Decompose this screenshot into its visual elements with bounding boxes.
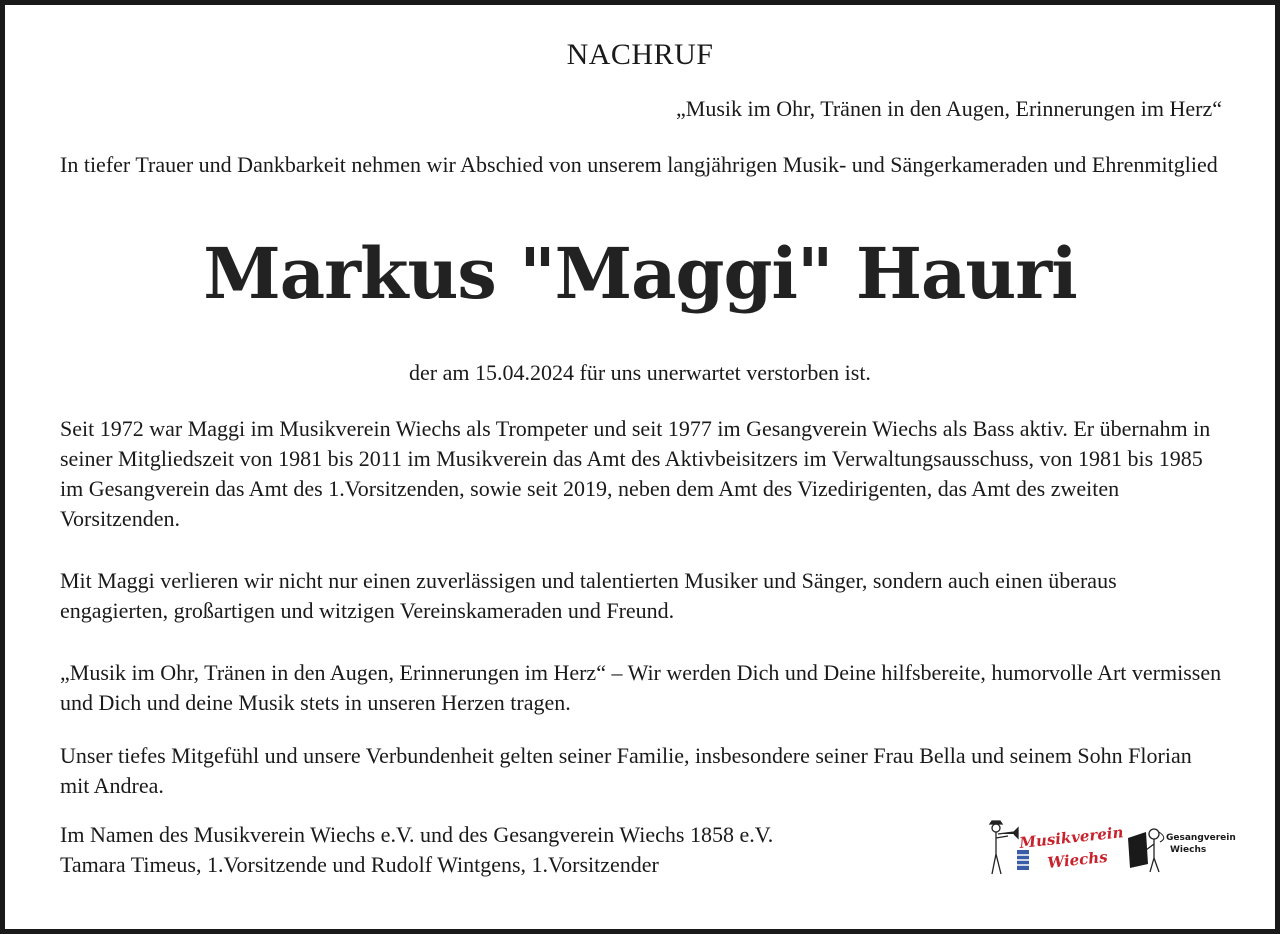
- notice-motto: „Musik im Ohr, Tränen in den Augen, Erinnerungen im Herz“: [676, 96, 1222, 121]
- gesangverein-logo: [1124, 822, 1236, 876]
- musikverein-logo: [984, 820, 1125, 878]
- deceased-name: Markus "Maggi" Hauri: [203, 232, 1077, 315]
- gesangverein-logo-line1: Gesangverein: [1166, 833, 1236, 843]
- trumpeter-icon: [990, 821, 1018, 874]
- intro-paragraph: In tiefer Trauer und Dankbarkeit nehmen wir Abschied von unserem langjährigen Musik- und Sängerkameraden und Ehrenmitglied: [60, 152, 1218, 177]
- signature-line-names: Tamara Timeus, 1.Vorsitzende und Rudolf Wintgens, 1.Vorsitzender: [60, 852, 659, 877]
- musikverein-logo-line2: Wiechs: [1046, 847, 1109, 872]
- singer-icon: [1128, 829, 1164, 872]
- motto-paragraph: „Musik im Ohr, Tränen in den Augen, Erinnerungen im Herz“ – Wir werden Dich und Deine hilfsbereite, humorvolle Art vermissen und Dich und deine Musik stets in unseren Herzen tragen.: [60, 660, 1222, 715]
- notice-heading: NACHRUF: [566, 38, 714, 71]
- gesangverein-logo-line2: Wiechs: [1170, 845, 1207, 855]
- loss-paragraph: Mit Maggi verlieren wir nicht nur einen zuverlässigen und talentierten Musiker und Sänger, sondern auch einen überaus engagierten, großartigen und witzigen Vereinskameraden und Freund.: [60, 568, 1117, 623]
- death-date-line: der am 15.04.2024 für uns unerwartet verstorben ist.: [409, 360, 871, 385]
- signature-block: [60, 820, 960, 880]
- biography-paragraph: Seit 1972 war Maggi im Musikverein Wiechs als Trompeter und seit 1977 im Gesangverein Wiechs als Bass aktiv. Er übernahm in seiner Mitgliedszeit von 1981 bis 2011 im Musikverein das Amt des Aktivbeisitzers im Verwaltungsausschuss, von 1981 bis 1985 im Gesangverein das Amt des 1.Vorsitzenden, sowie seit 2019, neben dem Amt des Vizedirigenten, das Amt des zweiten Vorsitzenden.: [60, 416, 1211, 531]
- musikverein-logo-line1: Musikverein: [1018, 823, 1125, 852]
- sympathy-paragraph: Unser tiefes Mitgefühl und unsere Verbundenheit gelten seiner Familie, insbesondere seiner Frau Bella und seinem Sohn Florian mit Andrea.: [60, 743, 1192, 798]
- signature-line-organizations: Im Namen des Musikverein Wiechs e.V. und des Gesangverein Wiechs 1858 e.V.: [60, 822, 774, 847]
